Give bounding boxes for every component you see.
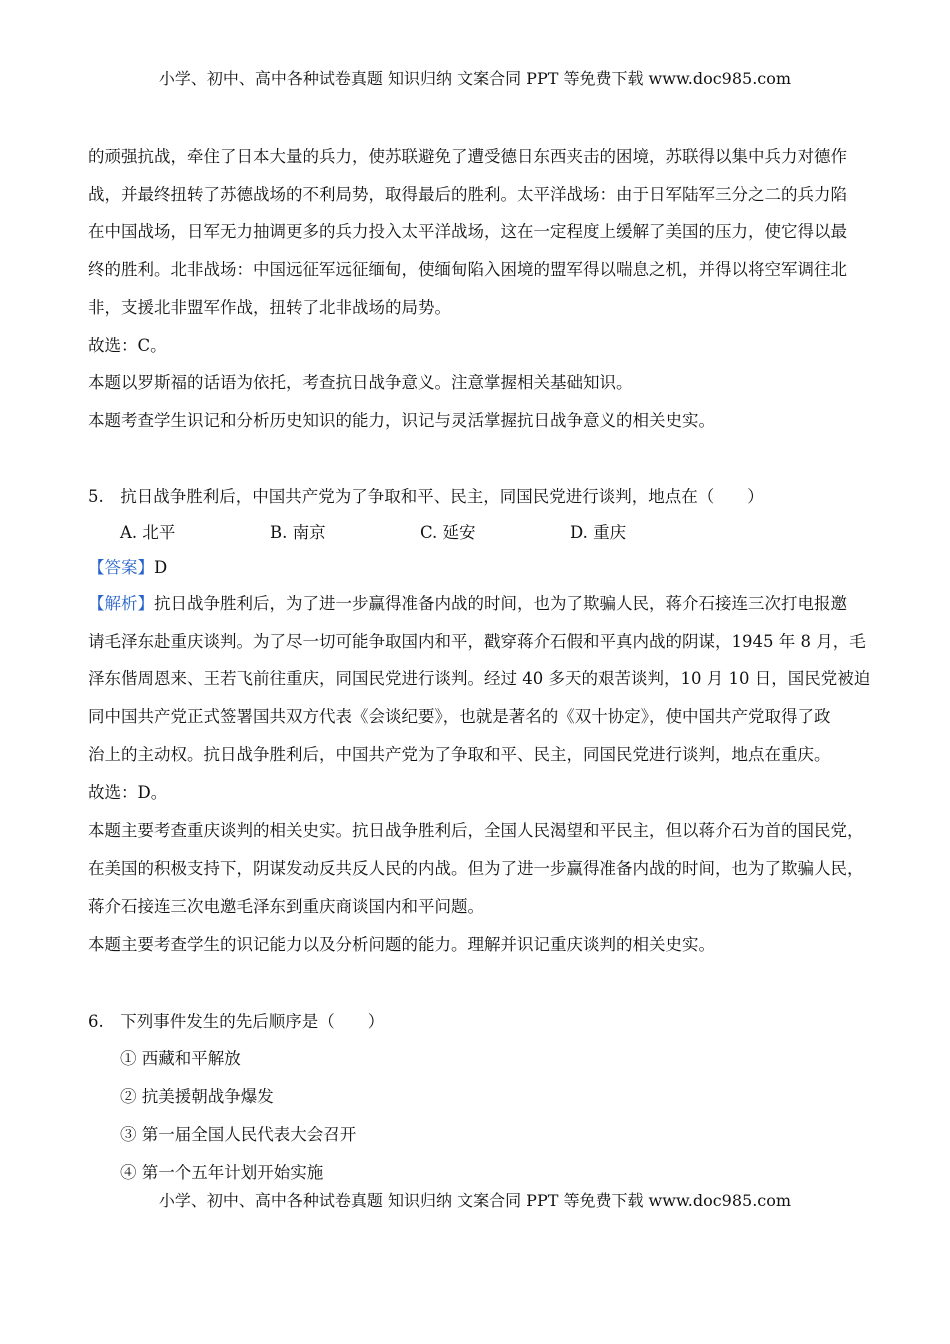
q6-item: ① 西藏和平解放	[120, 1049, 241, 1068]
page-header: 小学、初中、高中各种试卷真题 知识归纳 文案合同 PPT 等免费下载 www.doc985.com	[158, 69, 792, 88]
q5-answer	[88, 558, 870, 578]
q6-item: ② 抗美援朝战争爆发	[120, 1087, 274, 1106]
q5-option-a: A. 北平	[120, 523, 176, 542]
q5-option-c: C. 延安	[420, 523, 476, 542]
q5-note-line: 在美国的积极支持下，阴谋发动反共反人民的内战。但为了进一步赢得准备内战的时间，也为了欺骗人民，	[88, 859, 864, 878]
page-footer: 小学、初中、高中各种试卷真题 知识归纳 文案合同 PPT 等免费下载 www.doc985.com	[158, 1191, 792, 1210]
q4-note: 本题考查学生识记和分析历史知识的能力，识记与灵活掌握抗日战争意义的相关史实。	[88, 411, 715, 430]
q5-option-d: D. 重庆	[570, 523, 627, 542]
q5-analysis-line: 同中国共产党正式签署国共双方代表《会谈纪要》，也就是著名的《双十协定》，使中国共产党取得了政	[88, 707, 831, 726]
q4-text-line: 终的胜利。北非战场：中国远征军远征缅甸，使缅甸陷入困境的盟军得以喘息之机，并得以将空军调往北	[88, 260, 847, 279]
q5-option-b: B. 南京	[270, 523, 326, 542]
q5-analysis-line: 请毛泽东赴重庆谈判。为了尽一切可能争取国内和平，戳穿蒋介石假和平真内战的阴谋，1945 年 8 月，毛	[88, 632, 866, 651]
q5-stem: 5. 抗日战争胜利后，中国共产党为了争取和平、民主，同国民党进行谈判，地点在（ ）	[88, 487, 764, 506]
q5-analysis-line	[88, 594, 870, 614]
q4-text-line: 的顽强抗战，牵住了日本大量的兵力，使苏联避免了遭受德日东西夹击的困境，苏联得以集中兵力对德作	[88, 147, 847, 166]
q4-text-line: 非，支援北非盟军作战，扭转了北非战场的局势。	[88, 298, 451, 317]
q5-choice: 故选：D。	[88, 783, 168, 802]
answer-value: D	[154, 558, 168, 577]
q5-note-line: 蒋介石接连三次电邀毛泽东到重庆商谈国内和平问题。	[88, 897, 484, 916]
q4-note: 本题以罗斯福的话语为依托，考查抗日战争意义。注意掌握相关基础知识。	[88, 373, 633, 392]
q4-choice: 故选：C。	[88, 336, 167, 355]
q4-text-line: 在中国战场，日军无力抽调更多的兵力投入太平洋战场，这在一定程度上缓解了美国的压力，使它得以最	[88, 222, 847, 241]
q6-item: ③ 第一届全国人民代表大会召开	[120, 1125, 357, 1144]
answer-tag: 【答案】	[88, 558, 154, 577]
q5-analysis-line: 泽东偕周恩来、王若飞前往重庆，同国民党进行谈判。经过 40 多天的艰苦谈判，10 月 10 日，国民党被迫	[88, 669, 871, 688]
q6-item: ④ 第一个五年计划开始实施	[120, 1163, 324, 1182]
q5-note: 本题主要考查学生的识记能力以及分析问题的能力。理解并识记重庆谈判的相关史实。	[88, 935, 715, 954]
q5-analysis-line: 治上的主动权。抗日战争胜利后，中国共产党为了争取和平、民主，同国民党进行谈判，地点在重庆。	[88, 745, 831, 764]
q6-stem: 6. 下列事件发生的先后顺序是（ ）	[88, 1012, 385, 1031]
analysis-text: 抗日战争胜利后，为了进一步赢得准备内战的时间，也为了欺骗人民，蒋介石接连三次打电报邀	[154, 594, 847, 613]
analysis-tag: 【解析】	[88, 594, 154, 613]
q5-note-line: 本题主要考查重庆谈判的相关史实。抗日战争胜利后，全国人民渴望和平民主，但以蒋介石为首的国民党，	[88, 821, 864, 840]
q4-text-line: 战，并最终扭转了苏德战场的不利局势，取得最后的胜利。太平洋战场：由于日军陆军三分之二的兵力陷	[88, 185, 847, 204]
